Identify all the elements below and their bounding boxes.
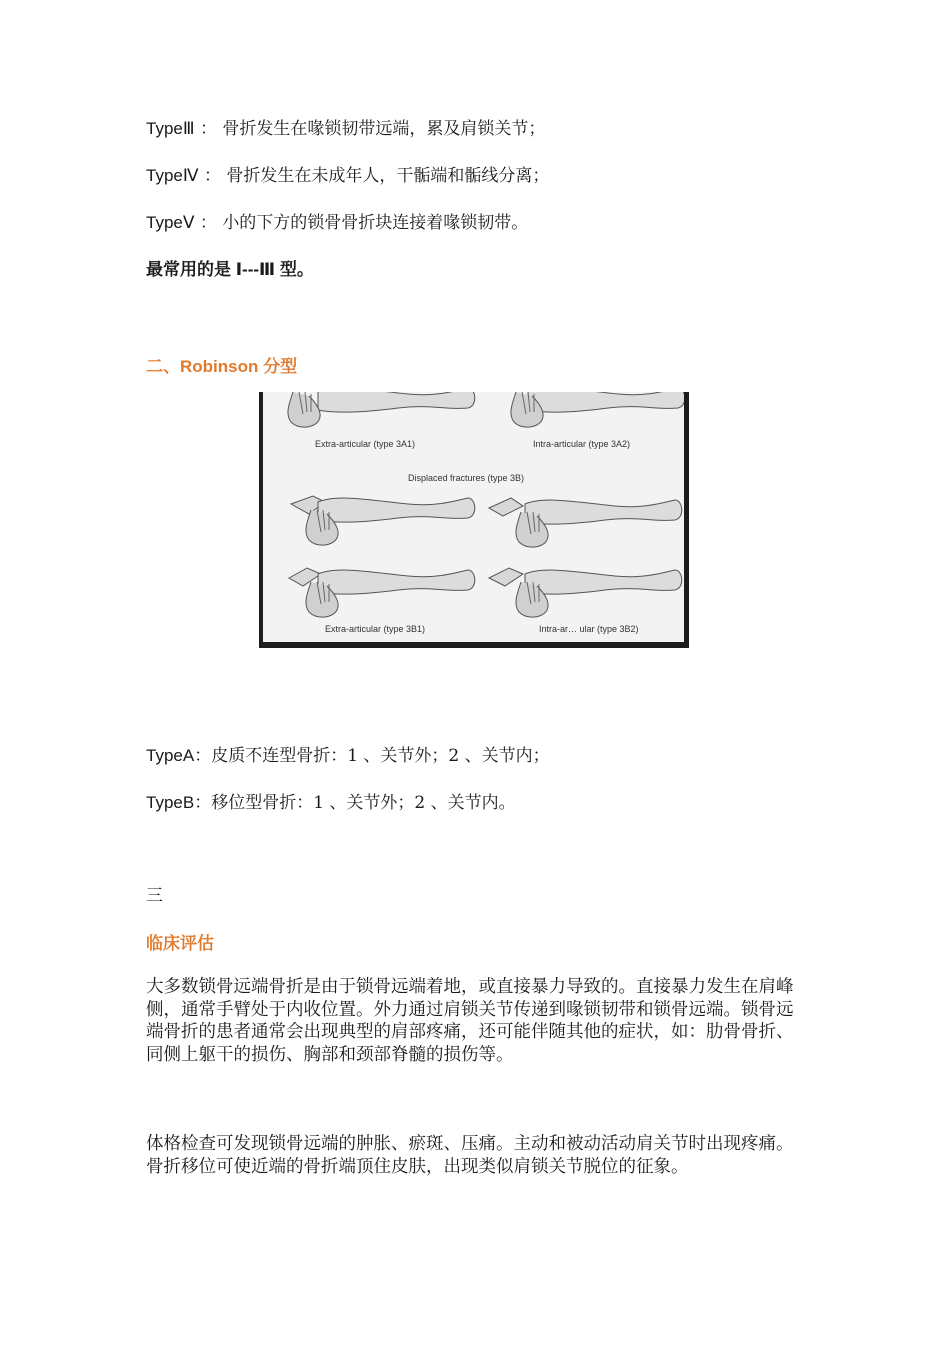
- type-desc: 骨折发生在喙锁韧带远端，累及肩锁关节；: [222, 119, 546, 139]
- type-desc: 骨折发生在未成年人，干骺端和骺线分离；: [226, 166, 550, 186]
- type-sep: ：: [194, 119, 217, 139]
- bone-3b-right: [489, 498, 682, 547]
- section3-number: 三: [146, 886, 163, 906]
- section2-heading: 二、Robinson 分型: [146, 357, 298, 376]
- bone-3b-left: [291, 496, 475, 545]
- most-common-note: 最常用的是 Ⅰ---Ⅲ 型。: [146, 260, 314, 279]
- clavicle-diagram: [263, 392, 684, 642]
- caption-3b: Displaced fractures (type 3B): [408, 473, 525, 483]
- caption-3a1: Extra-articular (type 3A1): [315, 439, 416, 449]
- type-desc: ：皮质不连型骨折：1 、关节外；2 、关节内；: [194, 746, 550, 766]
- caption-3b2: Intra-ar… ular (type 3B2): [539, 624, 639, 634]
- caption-3a2: Intra-articular (type 3A2): [533, 439, 631, 449]
- type-sep: ：: [198, 166, 221, 186]
- bone-3a2: [511, 392, 684, 427]
- type-desc: 小的下方的锁骨骨折块连接着喙锁韧带。: [222, 213, 529, 233]
- type-v-line: [146, 212, 528, 234]
- type-label: TypeⅢ: [146, 119, 195, 138]
- type-iv-line: [146, 165, 549, 187]
- type-label: TypeⅣ: [146, 166, 199, 185]
- type-desc: ：移位型骨折：1 、关节外；2 、关节内。: [194, 793, 516, 813]
- type-iii-line: [146, 118, 545, 140]
- type-sep: ：: [194, 213, 217, 233]
- type-label: TypeA: [146, 746, 195, 765]
- bone-3b1: [289, 568, 475, 617]
- robinson-figure: [259, 392, 689, 648]
- type-label: TypeB: [146, 793, 195, 812]
- paragraph-injury-mechanism: 大多数锁骨远端骨折是由于锁骨远端着地，或直接暴力导致的。直接暴力发生在肩峰侧，通常手臂处于内收位置。外力通过肩锁关节传递到喙锁韧带和锁骨远端。锁骨远端骨折的患者通常会出现典型的肩部疼痛，还可能伴随其他的症状，如：肋骨骨折、同侧上躯干的损伤、胸部和颈部脊髓的损伤等。: [146, 977, 794, 1065]
- paragraph-physical-exam: 体格检查可发现锁骨远端的肿胀、瘀斑、压痛。主动和被动活动肩关节时出现疼痛。骨折移位可使近端的骨折端顶住皮肤，出现类似肩锁关节脱位的征象。: [146, 1134, 794, 1177]
- type-label: TypeⅤ: [146, 213, 195, 232]
- bone-3a1: [288, 392, 475, 427]
- bone-3b2: [489, 568, 682, 617]
- robinson-type-b: [146, 792, 516, 814]
- section3-heading: 临床评估: [146, 934, 214, 953]
- robinson-figure-image: [263, 392, 684, 642]
- robinson-type-a: [146, 745, 550, 767]
- caption-3b1: Extra-articular (type 3B1): [325, 624, 426, 634]
